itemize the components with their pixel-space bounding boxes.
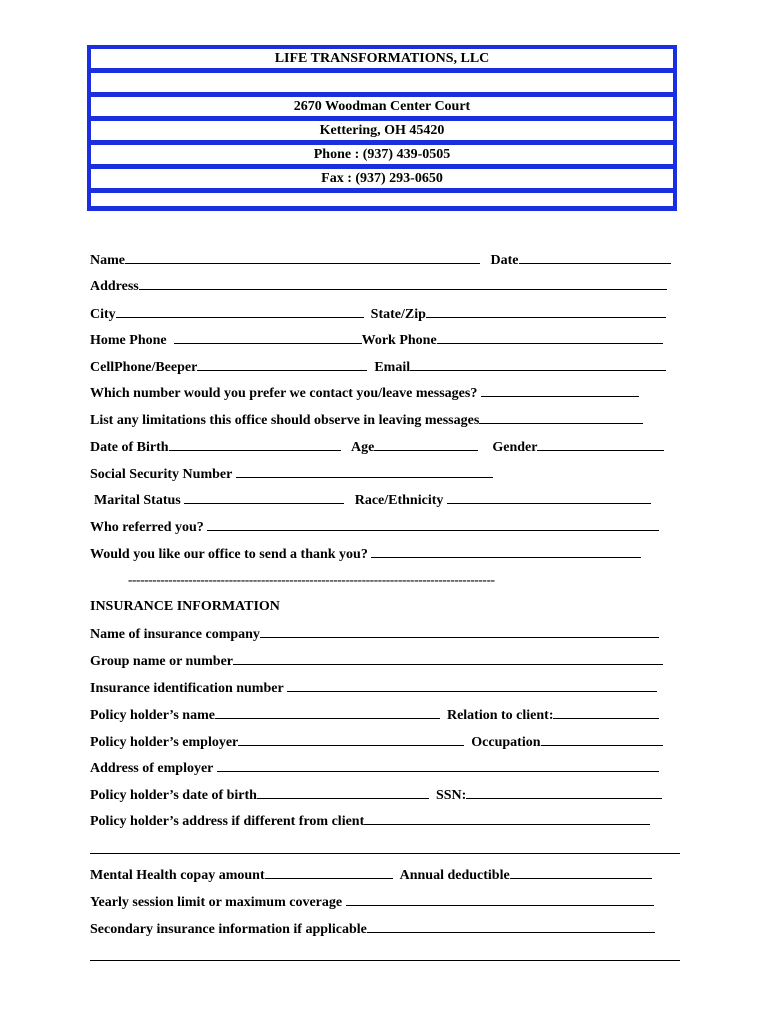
deductible-field[interactable] <box>510 866 652 879</box>
address-label: Address <box>90 279 139 294</box>
employer-address-field[interactable] <box>217 759 659 772</box>
ins-ssn-label: SSN: <box>435 788 467 803</box>
ins-id-field[interactable] <box>287 679 657 692</box>
letterhead-box <box>87 45 677 211</box>
city-label: City <box>90 307 116 322</box>
phone-number: Phone : (937) 439-0505 <box>91 145 673 164</box>
gender-field[interactable] <box>537 438 664 451</box>
employer-address-label: Address of employer <box>90 761 214 776</box>
address-row <box>90 277 667 295</box>
street-address: 2670 Woodman Center Court <box>91 97 673 116</box>
ins-company-label: Name of insurance company <box>90 627 260 642</box>
secondary-field[interactable] <box>367 920 655 933</box>
insurance-heading: INSURANCE INFORMATION <box>90 599 280 614</box>
age-field[interactable] <box>374 438 478 451</box>
race-field[interactable] <box>447 491 651 504</box>
company-name: LIFE TRANSFORMATIONS, LLC <box>91 49 673 68</box>
deductible-label: Annual deductible <box>399 868 510 883</box>
referred-row <box>90 518 659 536</box>
copay-field[interactable] <box>265 866 393 879</box>
marital-label: Marital Status <box>94 493 181 508</box>
cell-label: CellPhone/Beeper <box>90 360 198 375</box>
ssn-field[interactable] <box>236 465 493 478</box>
dob-field[interactable] <box>169 438 341 451</box>
ins-id-label: Insurance identification number <box>90 681 284 696</box>
city-row <box>90 305 666 323</box>
address-field[interactable] <box>139 277 667 290</box>
ssn-label: Social Security Number <box>90 467 233 482</box>
name-field[interactable] <box>125 251 480 264</box>
work-phone-field[interactable] <box>437 331 663 344</box>
relation-label: Relation to client: <box>446 708 554 723</box>
name-row <box>90 251 671 269</box>
holder-name-field[interactable] <box>215 706 440 719</box>
email-label: Email <box>374 360 411 375</box>
employer-address-row <box>90 759 659 777</box>
cell-field[interactable] <box>197 358 367 371</box>
secondary-label: Secondary insurance information if applicable <box>90 922 367 937</box>
ins-ssn-field[interactable] <box>466 786 662 799</box>
thank-you-label: Would you like our office to send a thank you? <box>90 547 368 562</box>
preferred-label: Which number would you prefer we contact you/leave messages? <box>90 386 478 401</box>
race-label: Race/Ethnicity <box>354 493 444 508</box>
session-limit-label: Yearly session limit or maximum coverage <box>90 895 343 910</box>
referred-label: Who referred you? <box>90 520 204 535</box>
fax-number: Fax : (937) 293-0650 <box>91 169 673 188</box>
secondary-continuation[interactable] <box>90 960 680 961</box>
home-phone-field[interactable] <box>174 331 362 344</box>
state-zip-label: State/Zip <box>370 307 426 322</box>
holder-name-row <box>90 706 659 724</box>
email-field[interactable] <box>410 358 666 371</box>
dob-label: Date of Birth <box>90 440 169 455</box>
holder-employer-row <box>90 733 663 751</box>
holder-address-label: Policy holder’s address if different from client <box>90 814 365 829</box>
header-blank-row-bottom <box>91 193 673 206</box>
holder-address-continuation[interactable] <box>90 853 680 854</box>
dob-row <box>90 438 664 456</box>
cell-row <box>90 358 666 376</box>
ins-id-row <box>90 679 657 697</box>
occupation-label: Occupation <box>471 735 541 750</box>
header-blank-row <box>91 73 673 92</box>
occupation-field[interactable] <box>541 733 663 746</box>
group-row <box>90 652 663 670</box>
preferred-field[interactable] <box>481 384 639 397</box>
thank-you-row <box>90 545 641 563</box>
gender-label: Gender <box>492 440 538 455</box>
section-divider: ------------------------------------------------------------------------------------------- <box>128 572 495 587</box>
copay-label: Mental Health copay amount <box>90 868 265 883</box>
preferred-row <box>90 384 639 402</box>
holder-dob-field[interactable] <box>257 786 429 799</box>
holder-address-row <box>90 812 650 830</box>
session-limit-field[interactable] <box>346 893 654 906</box>
ins-company-field[interactable] <box>260 625 659 638</box>
limitations-field[interactable] <box>479 411 643 424</box>
home-phone-label: Home Phone <box>90 333 167 348</box>
relation-field[interactable] <box>553 706 659 719</box>
phone-row <box>90 331 663 349</box>
marital-field[interactable] <box>184 491 344 504</box>
marital-row <box>94 491 651 509</box>
city-field[interactable] <box>116 305 364 318</box>
limitations-row <box>90 411 643 429</box>
group-label: Group name or number <box>90 654 233 669</box>
holder-dob-label: Policy holder’s date of birth <box>90 788 257 803</box>
copay-row <box>90 866 652 884</box>
secondary-row <box>90 920 655 938</box>
name-label: Name <box>90 253 125 268</box>
age-label: Age <box>351 440 375 455</box>
date-field[interactable] <box>519 251 671 264</box>
city-state: Kettering, OH 45420 <box>91 121 673 140</box>
state-zip-field[interactable] <box>426 305 666 318</box>
holder-employer-field[interactable] <box>238 733 464 746</box>
limitations-label: List any limitations this office should observe in leaving messages <box>90 413 480 428</box>
date-label: Date <box>490 253 519 268</box>
ins-company-row <box>90 625 659 643</box>
holder-dob-row <box>90 786 662 804</box>
holder-name-label: Policy holder’s name <box>90 708 215 723</box>
thank-you-field[interactable] <box>371 545 641 558</box>
session-limit-row <box>90 893 654 911</box>
group-field[interactable] <box>233 652 663 665</box>
work-phone-label: Work Phone <box>361 333 437 348</box>
holder-address-field[interactable] <box>364 812 650 825</box>
referred-field[interactable] <box>207 518 659 531</box>
ssn-row <box>90 465 493 483</box>
holder-employer-label: Policy holder’s employer <box>90 735 239 750</box>
